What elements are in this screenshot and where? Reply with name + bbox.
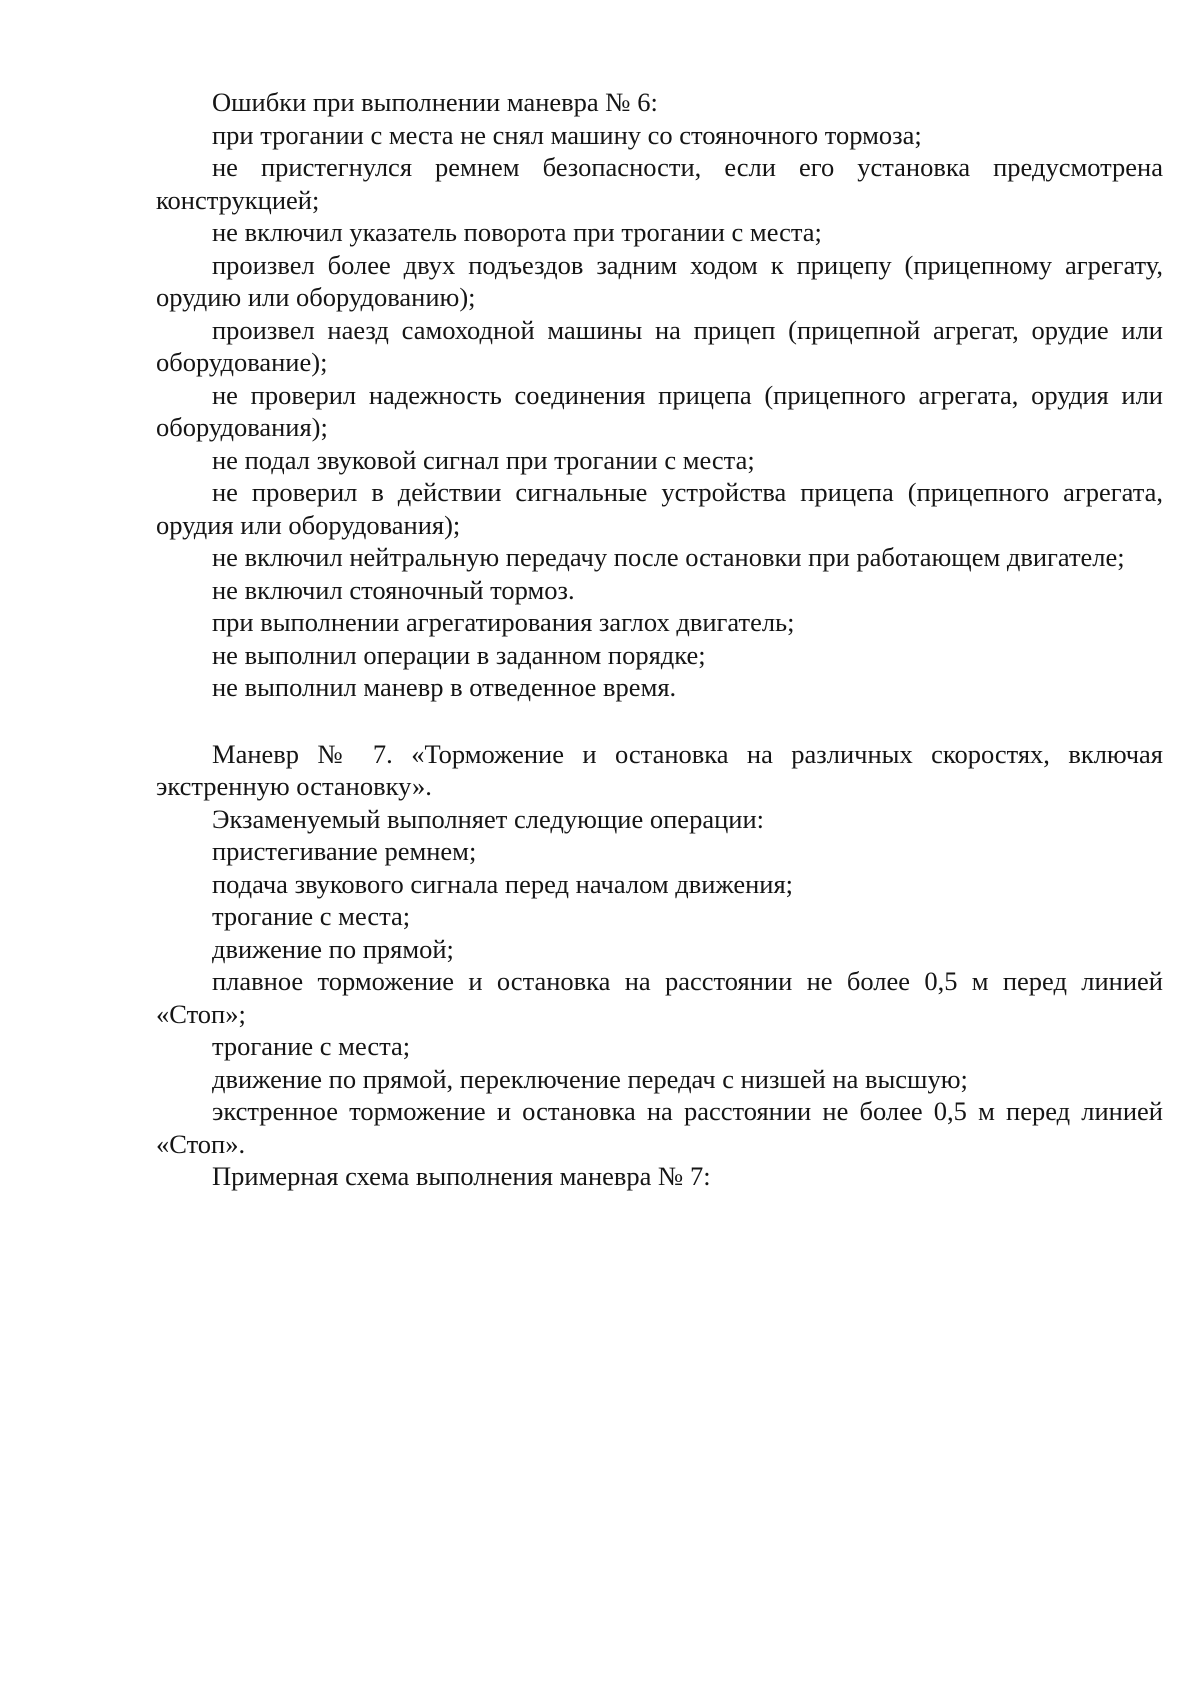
operation-item: движение по прямой; (212, 933, 454, 964)
scheme-caption: Примерная схема выполнения маневра № 7: (212, 1161, 711, 1191)
error-item: произвел более двух подъездов задним ходом к прицепу (прицепному агрегату, орудию или оборудованию); (156, 249, 1163, 312)
section-spacer (156, 704, 1163, 738)
error-item: не выполнил маневр в отведенное время. (212, 672, 677, 702)
error-item: не проверил надежность соединения прицепа (прицепного агрегата, орудия или оборудования); (156, 379, 1163, 442)
error-item: произвел наезд самоходной машины на прицеп (прицепной агрегат, орудие или оборудование); (156, 314, 1163, 377)
operation-item: экстренное торможение и остановка на расстоянии не более 0,5 м перед линией «Стоп». (156, 1096, 1163, 1159)
error-item: не выполнил операции в заданном порядке; (212, 639, 706, 670)
error-item: не пристегнулся ремнем безопасности, если его установка предусмотрена конструкцией; (156, 152, 1163, 215)
operation-item: трогание с места; (212, 901, 411, 931)
error-item: при выполнении агрегатирования заглох двигатель; (212, 607, 795, 637)
error-item: не проверил в действии сигнальные устройства прицепа (прицепного агрегата, орудия или оборудования); (156, 477, 1163, 540)
operation-item: подача звукового сигнала перед началом движения; (212, 868, 794, 899)
error-item: при трогании с места не снял машину со стояночного тормоза; (212, 119, 922, 150)
error-item: не включил указатель поворота при трогании с места; (212, 217, 822, 247)
operation-item: плавное торможение и остановка на расстоянии не более 0,5 м перед линией «Стоп»; (156, 966, 1163, 1029)
error-item: не подал звуковой сигнал при трогании с места; (212, 444, 755, 475)
operation-item: трогание с места; (212, 1031, 411, 1061)
operation-item: пристегивание ремнем; (212, 836, 477, 866)
operation-item: движение по прямой, переключение передач с низшей на высшую; (212, 1063, 968, 1094)
error-item: не включил нейтральную передачу после остановки при работающем двигателе; (212, 542, 1125, 572)
section7-title: Маневр № 7. «Торможение и остановка на различных скоростях, включая экстренную остановку». (156, 738, 1163, 801)
section7-intro: Экзаменуемый выполняет следующие операции: (212, 803, 764, 834)
error-item: не включил стояночный тормоз. (212, 574, 575, 605)
section6-heading: Ошибки при выполнении маневра № 6: (212, 87, 658, 117)
document-body (156, 86, 1163, 1193)
